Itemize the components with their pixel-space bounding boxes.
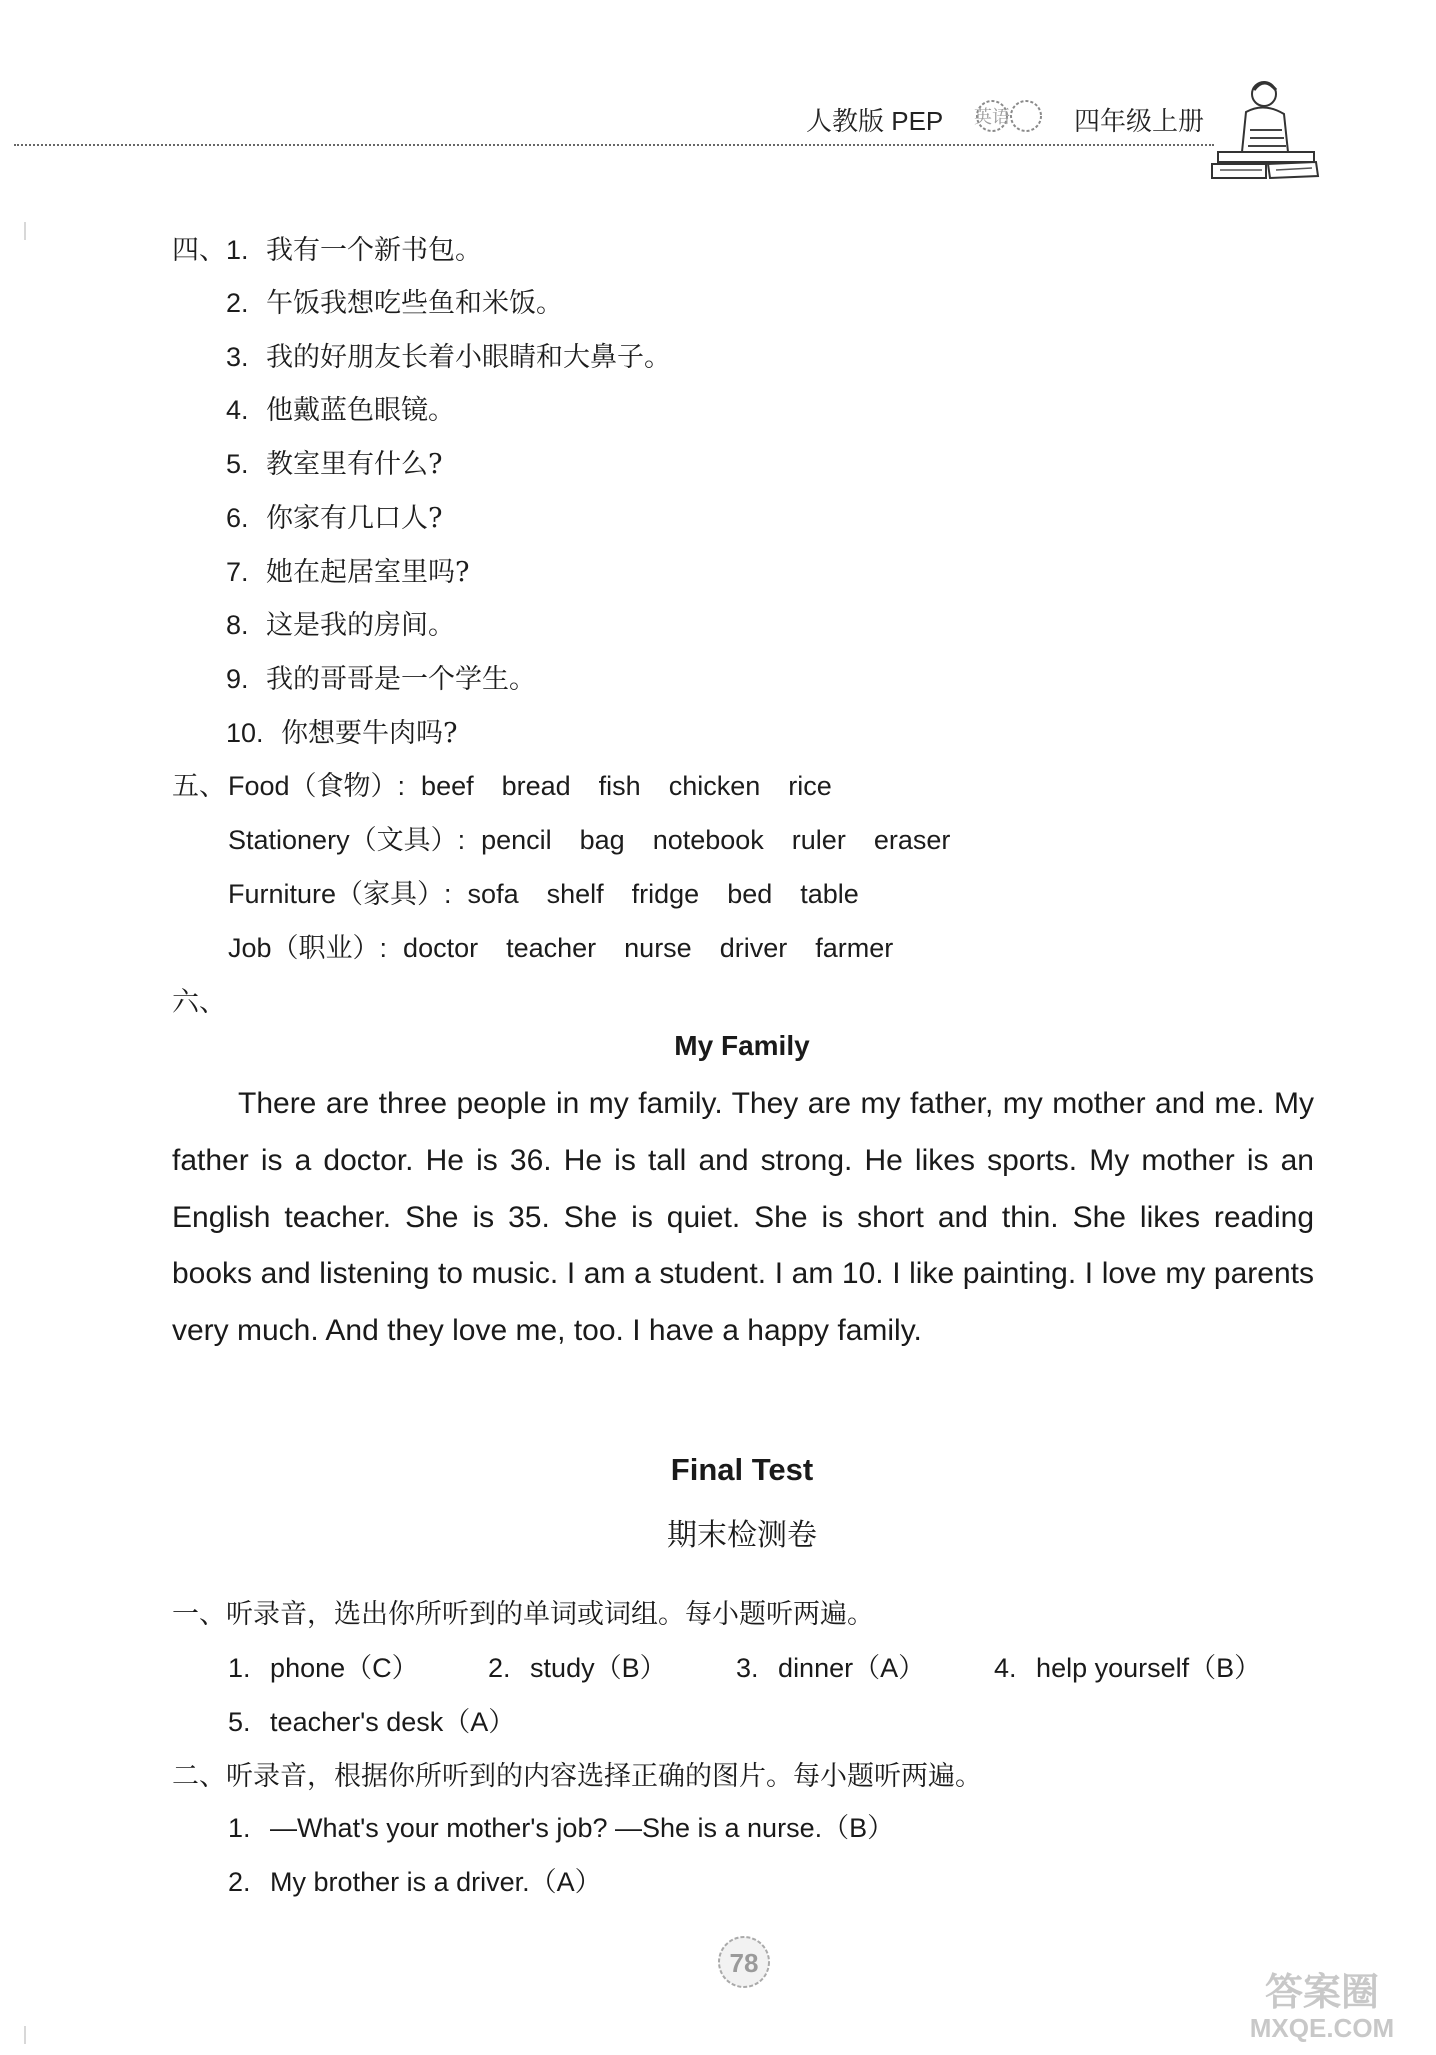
vocab-word: nurse [624, 933, 692, 963]
group-label: Stationery（文具）: [228, 825, 466, 855]
section-6-marker: 六、 [172, 987, 226, 1018]
site-watermark [1222, 1961, 1422, 2045]
item-number: 2. [488, 1653, 511, 1683]
vocab-word: beef [421, 771, 474, 801]
page-number-badge [716, 1934, 772, 1990]
svg-text:英语: 英语 [974, 107, 1010, 128]
item-number: 1. [228, 1813, 251, 1843]
list-item [226, 281, 563, 320]
vocab-group-job [228, 926, 921, 965]
answer-item [488, 1646, 667, 1685]
item-text: 他戴蓝色眼镜。 [266, 395, 456, 426]
item-number: 6. [226, 503, 249, 533]
svg-text:78: 78 [729, 1948, 759, 1978]
item-text: 这是我的房间。 [266, 610, 456, 641]
vocab-word: notebook [652, 825, 764, 855]
vocab-group-stationery [228, 818, 978, 857]
item-number: 1. [226, 235, 249, 265]
answer-item [228, 1700, 515, 1739]
list-item [226, 550, 470, 589]
group-label: Furniture（家具）: [228, 879, 452, 909]
list-item [226, 335, 671, 374]
item-text: 我的好朋友长着小眼睛和大鼻子。 [266, 342, 672, 373]
margin-mark [24, 2026, 26, 2044]
item-text: teacher's desk（A） [270, 1707, 516, 1737]
item-text: dinner（A） [778, 1653, 926, 1683]
item-text: 我有一个新书包。 [266, 235, 483, 266]
vocab-word: teacher [506, 933, 597, 963]
item-number: 10. [226, 718, 264, 748]
vocab-word: bag [579, 825, 625, 855]
edition-label: 人教版 PEP [806, 106, 944, 136]
item-number: 8. [226, 610, 249, 640]
list-item [226, 657, 536, 696]
item-number: 4. [994, 1653, 1017, 1683]
list-item [226, 603, 455, 642]
answer-item [228, 1860, 602, 1899]
vocab-word: sofa [467, 879, 519, 909]
vocab-group-food [228, 764, 860, 803]
vocab-word: fish [598, 771, 641, 801]
vocab-word: shelf [546, 879, 604, 909]
item-text: —What's your mother's job? —She is a nurse.（B） [270, 1813, 895, 1843]
vocab-word: driver [719, 933, 788, 963]
item-text: help yourself（B） [1036, 1653, 1262, 1683]
subject-logo [974, 96, 1046, 136]
vocab-word: fridge [631, 879, 700, 909]
item-number: 7. [226, 557, 249, 587]
item-text: 你想要牛肉吗? [281, 718, 458, 749]
item-text: phone（C） [270, 1653, 419, 1683]
margin-mark [24, 222, 26, 240]
vocab-word: eraser [873, 825, 951, 855]
section-5-marker: 五、 [172, 771, 226, 802]
list-item [226, 496, 443, 535]
essay-paragraph: There are three people in my family. They are my father, my mother and me. My father is a doctor. He is 36. He is tall and strong. He likes sports. My mother is an English teacher. She is 35. She is quiet. She is short and thin. She likes reading books and listening to music. I am a student. I am 10. I like painting. I love my parents very much. And they love me, too. I have a happy family. [172, 1087, 1314, 1348]
final-test-subtitle: 期末检测卷 [667, 1518, 817, 1553]
header-divider [14, 144, 1214, 146]
answer-item [994, 1646, 1261, 1685]
item-number: 2. [226, 288, 249, 318]
list-item [226, 711, 458, 750]
vocab-word: table [800, 879, 859, 909]
item-number: 2. [228, 1867, 251, 1897]
item-text: 我的哥哥是一个学生。 [266, 664, 537, 695]
vocab-word: pencil [481, 825, 552, 855]
item-text: 教室里有什么? [266, 449, 443, 480]
list-item [226, 228, 482, 267]
vocab-word: bread [501, 771, 571, 801]
vocab-word: chicken [668, 771, 761, 801]
vocab-group-furniture [228, 872, 887, 911]
answer-item [228, 1646, 419, 1685]
student-reading-illustration [1206, 72, 1326, 190]
item-text: 她在起居室里吗? [266, 557, 470, 588]
list-item [226, 388, 455, 427]
vocab-word: rice [788, 771, 832, 801]
item-text: study（B） [530, 1653, 667, 1683]
item-text: 午饭我想吃些鱼和米饭。 [266, 288, 564, 319]
vocab-word: doctor [403, 933, 479, 963]
item-number: 9. [226, 664, 249, 694]
essay-title: My Family [674, 1030, 810, 1061]
grade-label: 四年级上册 [1074, 106, 1205, 136]
item-number: 5. [226, 449, 249, 479]
svg-text:MXQE.COM: MXQE.COM [1249, 2013, 1395, 2043]
vocab-word: bed [727, 879, 773, 909]
final-test-title: Final Test [670, 1452, 814, 1487]
part-1-instruction: 一、听录音，选出你所听到的单词或词组。每小题听两遍。 [172, 1599, 874, 1630]
section-4-marker: 四、 [172, 235, 226, 266]
list-item [226, 442, 443, 481]
item-number: 3. [226, 342, 249, 372]
part-2-instruction: 二、听录音，根据你所听到的内容选择正确的图片。每小题听两遍。 [172, 1761, 982, 1792]
item-number: 5. [228, 1707, 251, 1737]
item-text: 你家有几口人? [266, 503, 443, 534]
item-number: 3. [736, 1653, 759, 1683]
vocab-word: ruler [791, 825, 846, 855]
answer-item [736, 1646, 925, 1685]
svg-text:答案圈: 答案圈 [1264, 1970, 1380, 2014]
answer-item [228, 1806, 894, 1845]
vocab-word: farmer [815, 933, 894, 963]
item-text: My brother is a driver.（A） [270, 1867, 602, 1897]
group-label: Job（职业）: [228, 933, 388, 963]
item-number: 1. [228, 1653, 251, 1683]
item-number: 4. [226, 395, 249, 425]
group-label: Food（食物）: [228, 771, 406, 801]
